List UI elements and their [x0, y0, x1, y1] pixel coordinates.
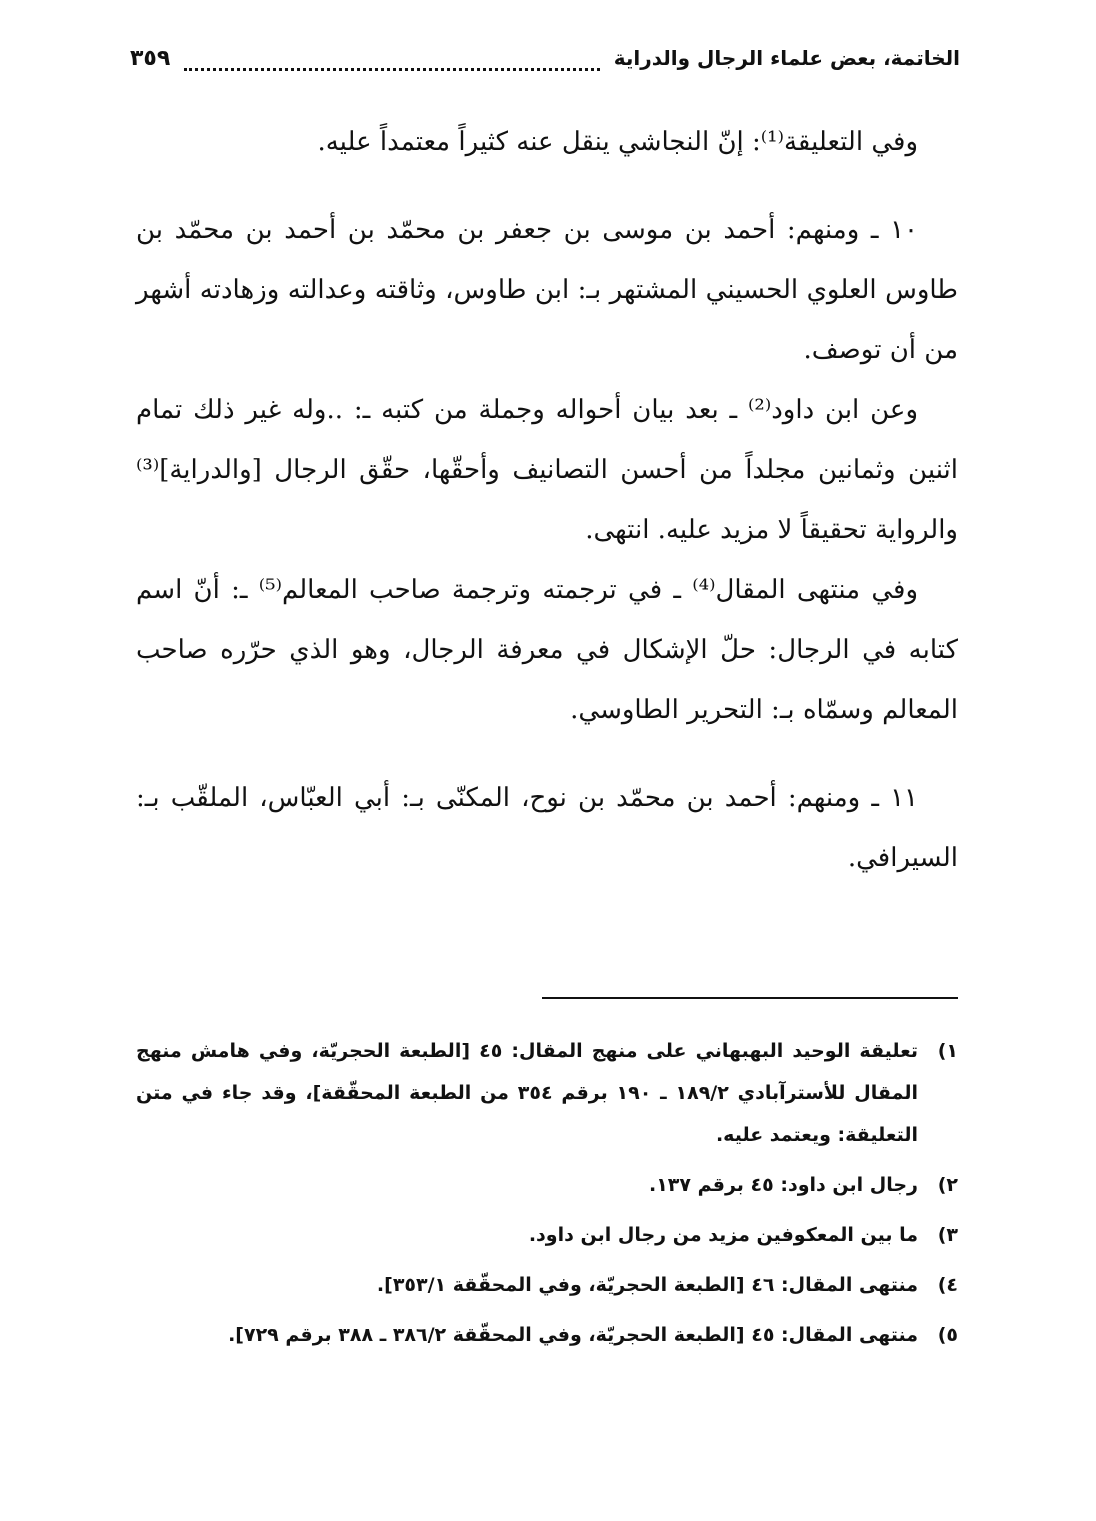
footnote-number: ٥) — [937, 1324, 958, 1346]
leader-dots — [184, 46, 599, 71]
footnote-item — [136, 1214, 958, 1256]
running-header-title: الخاتمة، بعض علماء الرجال والدراية — [613, 46, 960, 70]
paragraph: وعن ابن داود⁽²⁾ ـ بعد بيان أحواله وجملة من كتبه ـ: ..وله غير ذلك تمام اثنين وثمانين مجلداً من أحسن التصانيف وأحقّها، حقّق الرجال [والدراية]⁽³⁾ والرواية تحقيقاً لا مزيد عليه. انتهى. — [136, 395, 958, 545]
footnote-text: منتهى المقال: ٤٥ [الطبعة الحجريّة، وفي المحقّقة ٣٨٦/٢ ـ ٣٨٨ برقم ٧٢٩]. — [228, 1324, 918, 1346]
footnote-item — [136, 1164, 958, 1206]
footnotes — [136, 1030, 958, 1364]
footnote-text: رجال ابن داود: ٤٥ برقم ١٣٧. — [648, 1174, 918, 1196]
footnote-separator — [542, 997, 958, 999]
footnote-number: ٣) — [937, 1224, 958, 1246]
footnote-item — [136, 1030, 958, 1156]
paragraph: وفي التعليقة⁽¹⁾: إنّ النجاشي ينقل عنه كثيراً معتمداً عليه. — [317, 127, 918, 157]
paragraph: وفي منتهى المقال⁽⁴⁾ ـ في ترجمته وترجمة صاحب المعالم⁽⁵⁾ ـ: أنّ اسم كتابه في الرجال: حلّ الإشكال في معرفة الرجال، وهو الذي حرّره صاحب المعالم وسمّاه بـ: التحرير الطاوسي. — [136, 575, 959, 725]
paragraph: ١٠ ـ ومنهم: أحمد بن موسى بن جعفر بن محمّد بن أحمد بن محمّد بن طاوس العلوي الحسيني المشتهر بـ: ابن طاوس، وثاقته وعدالته وزهادته أشهر من أن توصف. — [136, 215, 958, 365]
footnote-item — [136, 1314, 958, 1356]
footnote-number: ٤) — [937, 1274, 958, 1296]
footnote-text: ما بين المعكوفين مزيد من رجال ابن داود. — [528, 1224, 918, 1246]
paragraph: ١١ ـ ومنهم: أحمد بن محمّد بن نوح، المكنّى بـ: أبي العبّاس، الملقّب بـ: السيرافي. — [136, 783, 958, 873]
footnote-text: تعليقة الوحيد البهبهاني على منهج المقال: ٤٥ [الطبعة الحجريّة، وفي هامش منهج المقال للأسترآبادي ١٨٩/٢ ـ ١٩٠ برقم ٣٥٤ من الطبعة المحقّقة]، وقد جاء في متن التعليقة: ويعتمد عليه. — [136, 1040, 918, 1146]
running-header — [130, 38, 960, 78]
footnote-number: ٢) — [937, 1174, 958, 1196]
footnote-number: ١) — [937, 1040, 958, 1062]
footnote-text: منتهى المقال: ٤٦ [الطبعة الحجريّة، وفي المحقّقة ٣٥٣/١]. — [376, 1274, 918, 1296]
footnote-item — [136, 1264, 958, 1306]
main-text — [136, 112, 958, 888]
page-number: ٣٥٩ — [130, 45, 171, 71]
